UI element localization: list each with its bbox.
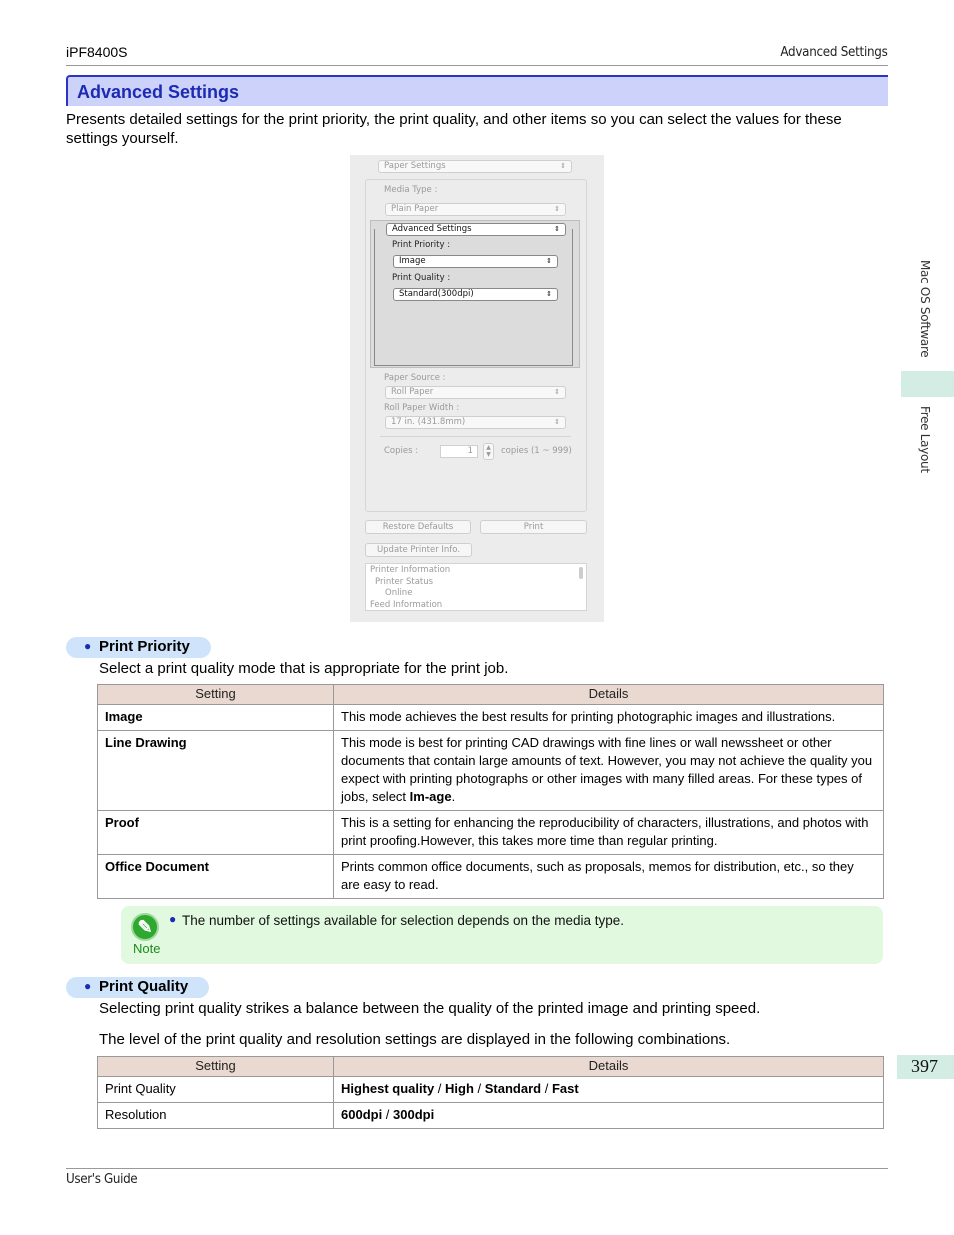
print-priority-popup[interactable] bbox=[393, 255, 558, 268]
copies-stepper[interactable]: ▲ ▼ bbox=[483, 443, 494, 460]
chevron-updown-icon: ⇕ bbox=[560, 162, 566, 170]
print-button[interactable]: Print bbox=[480, 520, 587, 534]
restore-defaults-button[interactable]: Restore Defaults bbox=[365, 520, 471, 534]
media-type-popup[interactable] bbox=[385, 203, 566, 216]
print-priority-table bbox=[97, 684, 884, 899]
section-title-bar bbox=[66, 75, 888, 106]
print-quality-description-1: Selecting print quality strikes a balance between the quality of the printed image and printing speed. bbox=[99, 1000, 761, 1017]
print-priority-heading-text: Print Priority bbox=[99, 638, 190, 655]
details-cell: Prints common office documents, such as proposals, memos for distribution, etc., so they are easy to read. bbox=[334, 855, 884, 899]
header-section: Advanced Settings bbox=[780, 45, 888, 60]
print-priority-heading bbox=[66, 637, 211, 658]
chevron-updown-icon: ⇕ bbox=[554, 388, 560, 396]
print-dialog-screenshot bbox=[350, 155, 604, 622]
col-setting: Setting bbox=[98, 685, 334, 705]
setting-cell: Image bbox=[98, 705, 334, 731]
details-cell bbox=[334, 1103, 884, 1129]
paper-source-label: Paper Source : bbox=[384, 373, 446, 383]
details-text: This mode is best for printing CAD drawings with fine lines or wall newssheet or other documents that contain large amounts of text. However, you may not achieve the quality you expect with printing photographs or other images with many filled areas. For these types of jobs, select bbox=[341, 735, 873, 804]
intro-paragraph: Presents detailed settings for the print priority, the print quality, and other items so you can select the values for these settings yourself. bbox=[66, 111, 842, 147]
setting-cell: Proof bbox=[98, 811, 334, 855]
resolution-option: 600dpi bbox=[341, 1107, 383, 1122]
divider bbox=[380, 436, 571, 437]
copies-range: copies (1 ~ 999) bbox=[501, 446, 572, 456]
chevron-updown-icon: ⇕ bbox=[546, 257, 552, 265]
separator: / bbox=[434, 1081, 446, 1096]
print-priority-value: Image bbox=[399, 256, 426, 266]
roll-width-value: 17 in. (431.8mm) bbox=[391, 417, 466, 427]
quality-option: Standard bbox=[484, 1081, 542, 1096]
table-row bbox=[98, 705, 884, 731]
side-tab-free-layout[interactable] bbox=[920, 406, 934, 486]
setting-cell: Office Document bbox=[98, 855, 334, 899]
table-row bbox=[98, 811, 884, 855]
setting-cell: Resolution bbox=[98, 1103, 334, 1129]
quality-option: Highest quality bbox=[341, 1081, 435, 1096]
table-row bbox=[98, 1103, 884, 1129]
info-line: Printer Status bbox=[375, 576, 434, 587]
printer-info-tree bbox=[365, 563, 587, 611]
page-number-badge bbox=[897, 1055, 954, 1079]
page-number: 397 bbox=[911, 1056, 938, 1076]
info-line: Printer Information bbox=[370, 565, 451, 575]
col-details: Details bbox=[334, 685, 884, 705]
note-box bbox=[121, 906, 883, 964]
details-emphasis: Im-age bbox=[409, 789, 452, 804]
details-cell: This is a setting for enhancing the reproducibility of characters, illustrations, and photos with print proofing.However, this takes more time than regular printing. bbox=[334, 811, 884, 855]
update-printer-info-button[interactable]: Update Printer Info. bbox=[365, 543, 472, 557]
footer-text: User's Guide bbox=[66, 1172, 138, 1187]
setting-cell: Print Quality bbox=[98, 1077, 334, 1103]
page-title: Advanced Settings bbox=[77, 82, 240, 102]
col-details: Details bbox=[334, 1057, 884, 1077]
col-setting: Setting bbox=[98, 1057, 334, 1077]
note-label: Note bbox=[133, 941, 161, 956]
side-tab-mac-os-software[interactable] bbox=[920, 260, 934, 370]
paper-source-popup[interactable] bbox=[385, 386, 566, 399]
print-quality-description-2: The level of the print quality and resolution settings are displayed in the following combinations. bbox=[99, 1031, 731, 1048]
chevron-updown-icon: ⇕ bbox=[554, 418, 560, 426]
separator: / bbox=[473, 1081, 485, 1096]
details-cell bbox=[334, 731, 884, 811]
side-tab-active-marker bbox=[901, 371, 954, 397]
media-type-value: Plain Paper bbox=[391, 204, 439, 214]
print-quality-table bbox=[97, 1056, 884, 1129]
info-line: Feed Information bbox=[370, 599, 443, 610]
side-tab-label: Free Layout bbox=[918, 406, 932, 473]
scrollbar[interactable] bbox=[579, 567, 583, 579]
chevron-updown-icon: ⇕ bbox=[546, 290, 552, 298]
copies-label: Copies : bbox=[384, 446, 419, 456]
mode-value: Advanced Settings bbox=[392, 224, 472, 234]
chevron-updown-icon: ⇕ bbox=[554, 225, 560, 233]
table-row bbox=[98, 1077, 884, 1103]
side-tab-label: Mac OS Software bbox=[918, 260, 932, 358]
details-cell bbox=[334, 1077, 884, 1103]
print-priority-label: Print Priority : bbox=[392, 240, 451, 250]
footer-rule bbox=[66, 1168, 888, 1169]
chevron-updown-icon: ⇕ bbox=[554, 205, 560, 213]
details-end: . bbox=[451, 789, 456, 804]
separator: / bbox=[382, 1107, 394, 1122]
note-text: The number of settings available for selection depends on the media type. bbox=[182, 913, 625, 928]
paper-settings-popup[interactable] bbox=[378, 160, 572, 173]
quality-option: High bbox=[445, 1081, 474, 1096]
media-type-label: Media Type : bbox=[384, 185, 438, 195]
bullet-icon: ● bbox=[169, 912, 177, 926]
paper-source-value: Roll Paper bbox=[391, 387, 434, 397]
paper-settings-label: Paper Settings bbox=[384, 161, 446, 171]
print-quality-label: Print Quality : bbox=[392, 273, 451, 283]
header-model: iPF8400S bbox=[66, 44, 128, 60]
roll-width-popup[interactable] bbox=[385, 416, 566, 429]
quality-option: Fast bbox=[551, 1081, 579, 1096]
info-line: Online bbox=[385, 588, 413, 598]
details-cell: This mode achieves the best results for printing photographic images and illustrations. bbox=[334, 705, 884, 731]
mode-popup[interactable] bbox=[386, 223, 566, 236]
separator: / bbox=[541, 1081, 552, 1096]
print-quality-heading bbox=[66, 977, 209, 998]
table-row bbox=[98, 855, 884, 899]
copies-input[interactable]: 1 bbox=[440, 445, 478, 458]
note-pencil-icon: ✎ bbox=[131, 913, 159, 941]
print-quality-heading-text: Print Quality bbox=[99, 978, 189, 995]
table-row bbox=[98, 731, 884, 811]
bullet-icon: ● bbox=[84, 639, 92, 653]
roll-width-label: Roll Paper Width : bbox=[384, 403, 460, 413]
print-quality-value: Standard(300dpi) bbox=[399, 289, 474, 299]
print-quality-popup[interactable] bbox=[393, 288, 558, 301]
bullet-icon: ● bbox=[84, 979, 92, 993]
setting-cell: Line Drawing bbox=[98, 731, 334, 811]
print-priority-description: Select a print quality mode that is appropriate for the print job. bbox=[99, 660, 509, 677]
resolution-option: 300dpi bbox=[393, 1107, 435, 1122]
header-rule bbox=[66, 65, 888, 66]
